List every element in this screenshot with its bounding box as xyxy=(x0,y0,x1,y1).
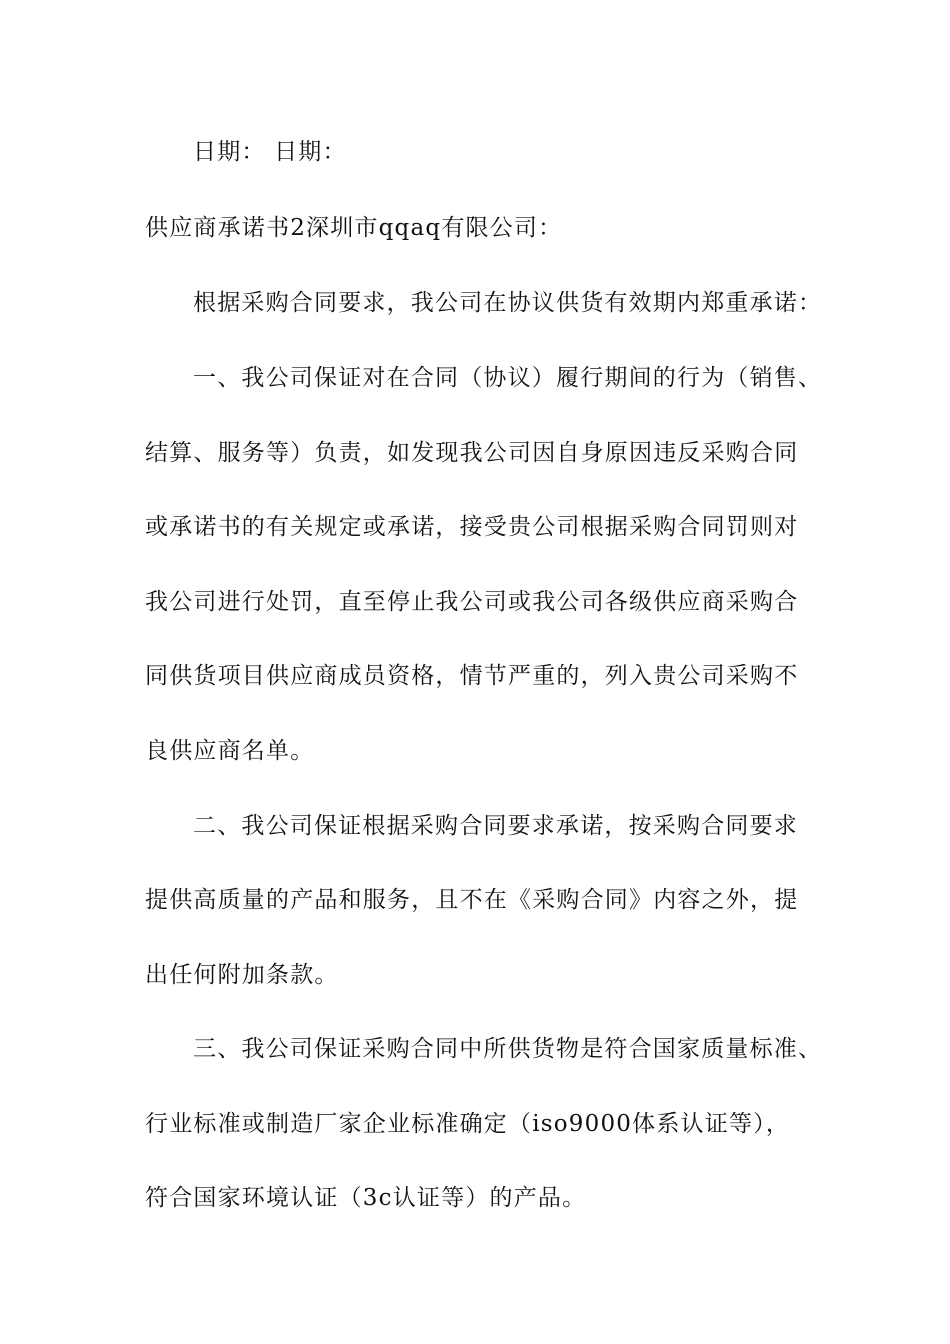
paragraph-line: 结算、服务等）负责，如发现我公司因自身原因违反采购合同 xyxy=(145,440,799,466)
paragraph-line: 一、我公司保证对在合同（协议）履行期间的行为（销售、 xyxy=(193,365,823,391)
paragraph-line: 同供货项目供应商成员资格，情节严重的，列入贵公司采购不 xyxy=(145,663,799,689)
paragraph-line: 符合国家环境认证（3c认证等）的产品。 xyxy=(145,1185,587,1211)
date-line: 日期： 日期： xyxy=(193,139,347,165)
paragraph-line: 根据采购合同要求，我公司在协议供货有效期内郑重承诺： xyxy=(193,290,823,316)
paragraph-line: 良供应商名单。 xyxy=(145,738,315,764)
paragraph-line: 我公司进行处罚，直至停止我公司或我公司各级供应商采购合 xyxy=(145,589,799,615)
paragraph-line: 出任何附加条款。 xyxy=(145,962,339,988)
paragraph-line: 提供高质量的产品和服务，且不在《采购合同》内容之外，提 xyxy=(145,887,799,913)
heading-line: 供应商承诺书2深圳市qqaq有限公司： xyxy=(145,215,563,241)
paragraph-line: 行业标准或制造厂家企业标准确定（iso9000体系认证等）， xyxy=(145,1111,791,1137)
paragraph-line: 或承诺书的有关规定或承诺，接受贵公司根据采购合同罚则对 xyxy=(145,514,799,540)
paragraph-line: 二、我公司保证根据采购合同要求承诺，按采购合同要求 xyxy=(193,813,798,839)
paragraph-line: 三、我公司保证采购合同中所供货物是符合国家质量标准、 xyxy=(193,1036,823,1062)
